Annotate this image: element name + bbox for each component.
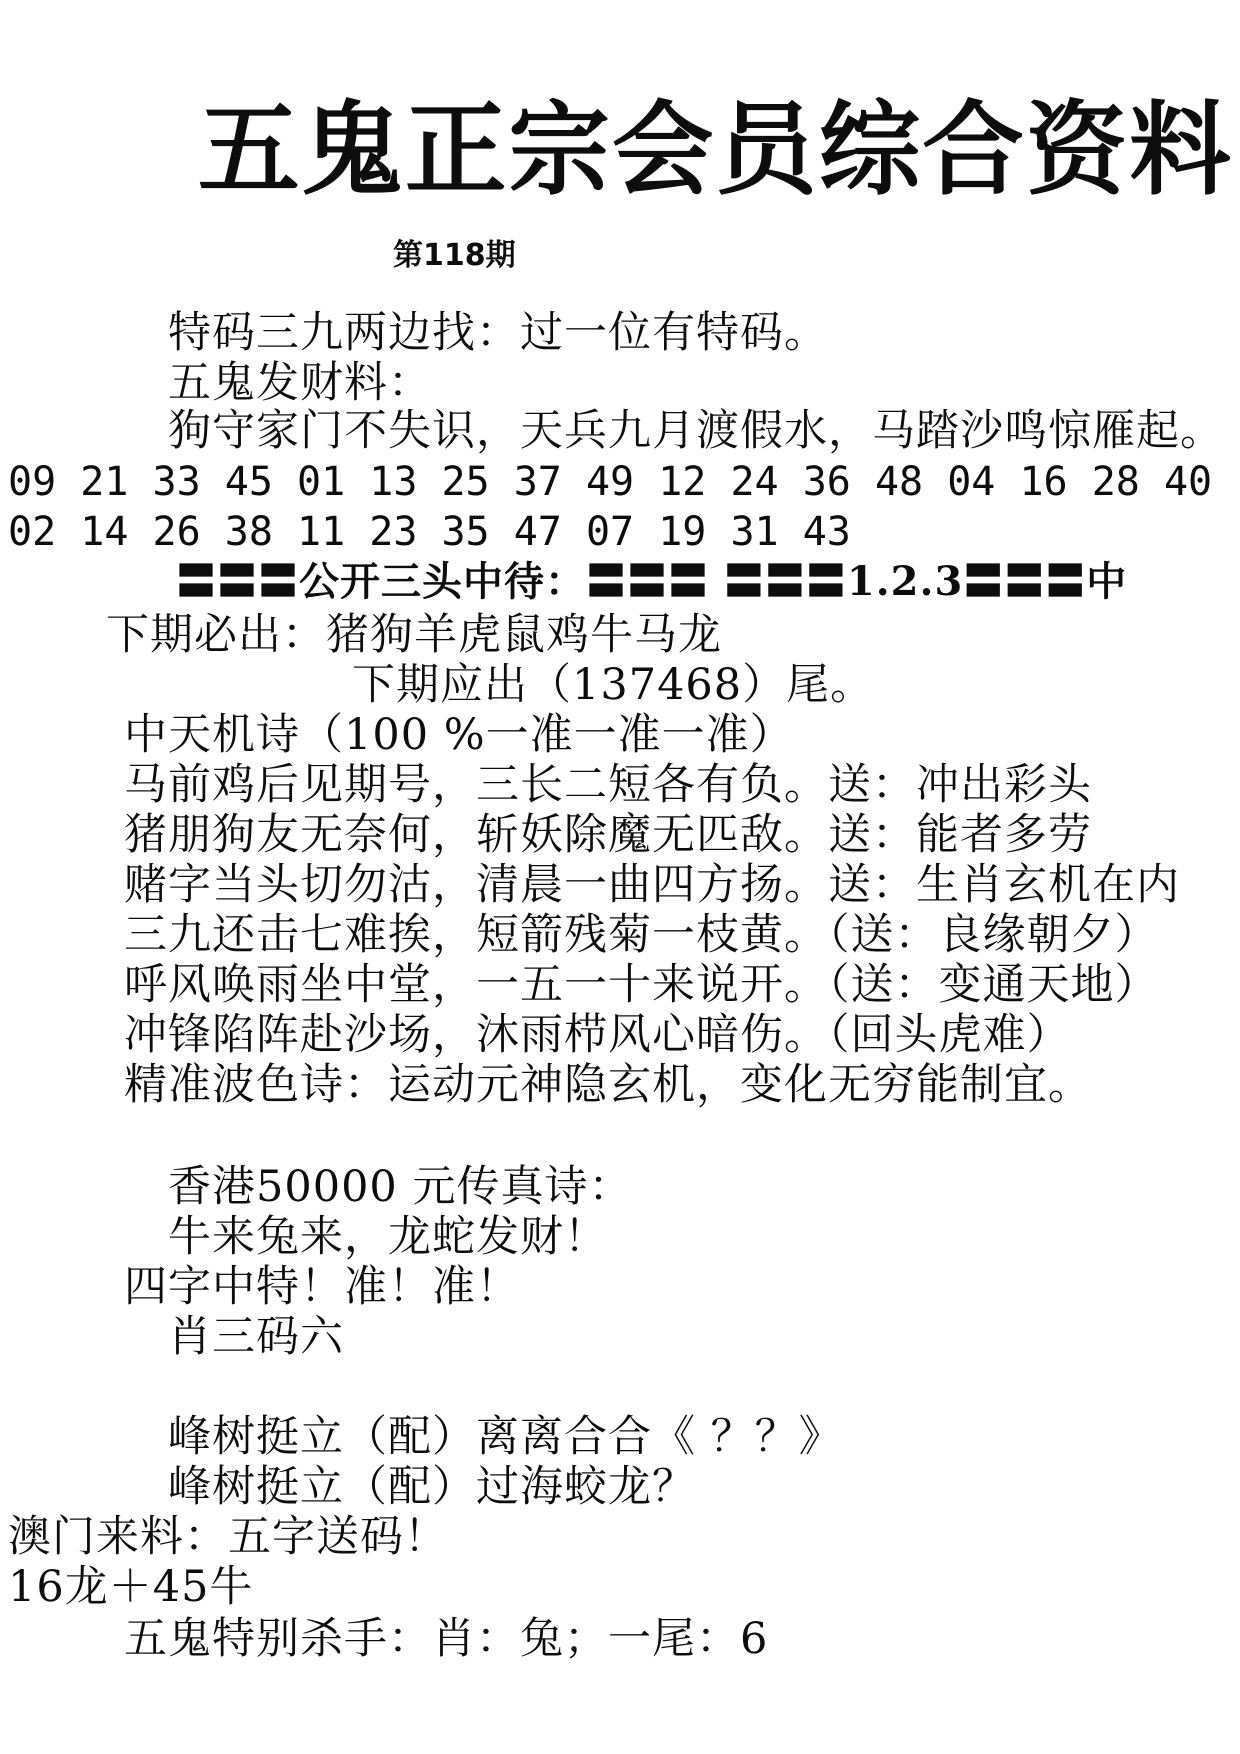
text-line-3: 狗守家门不失识，天兵九月渡假水，马踏沙鸣惊雁起。 (168, 406, 1224, 456)
text-line-11: 猪朋狗友无奈何，斩妖除魔无匹敌。送：能者多劳 (124, 810, 1092, 860)
text-line-21: 峰树挺立（配）离离合合《 ？？》 (168, 1412, 843, 1462)
text-line-14: 呼风唤雨坐中堂，一五一十来说开。（送：变通天地） (124, 960, 1159, 1010)
text-line-12: 赌字当头切勿沽，清晨一曲四方扬。送：生肖玄机在内 (124, 860, 1180, 910)
text-line-16: 精准波色诗：运动元神隐玄机，变化无穷能制宜。 (124, 1060, 1092, 1110)
text-line-19: 四字中特！准！准！ (124, 1262, 520, 1312)
text-line-9: 中天机诗（100 %一准一准一准） (124, 710, 794, 760)
text-line-7: 下期必出：猪狗羊虎鼠鸡牛马龙 (106, 610, 722, 660)
text-line-10: 马前鸡后见期号，三长二短各有负。送：冲出彩头 (124, 760, 1092, 810)
text-line-1: 特码三九两边找：过一位有特码。 (168, 308, 828, 358)
text-line-6: 〓〓〓公开三头中待：〓〓〓 〓〓〓1.2.3〓〓〓中 (176, 558, 1128, 605)
text-line-18: 牛来兔来，龙蛇发财！ (168, 1212, 608, 1262)
number-row-1: 09 21 33 45 01 13 25 37 49 12 24 36 48 04 16 28 40 (8, 459, 1213, 505)
text-line-23: 澳门来料：五字送码！ (8, 1512, 448, 1562)
text-line-2: 五鬼发财料： (168, 358, 432, 408)
page-title: 五鬼正宗会员综合资料 (198, 91, 1233, 209)
number-row-2: 02 14 26 38 11 23 35 47 07 19 31 43 (8, 509, 851, 555)
text-line-20: 肖三码六 (168, 1312, 344, 1362)
text-line-17: 香港50000 元传真诗： (168, 1162, 633, 1212)
text-line-22: 峰树挺立（配）过海蛟龙？ (168, 1462, 696, 1512)
text-line-24: 16龙＋45牛 (8, 1562, 254, 1612)
text-line-15: 冲锋陷阵赴沙场，沐雨栉风心暗伤。（回头虎难） (124, 1010, 1071, 1060)
text-line-25: 五鬼特别杀手：肖：兔；一尾：6 (124, 1614, 769, 1664)
issue-number: 第118期 (393, 238, 516, 273)
text-line-13: 三九还击七难挨，短箭残菊一枝黄。（送：良缘朝夕） (124, 910, 1159, 960)
text-line-8: 下期应出（137468）尾。 (352, 660, 875, 710)
